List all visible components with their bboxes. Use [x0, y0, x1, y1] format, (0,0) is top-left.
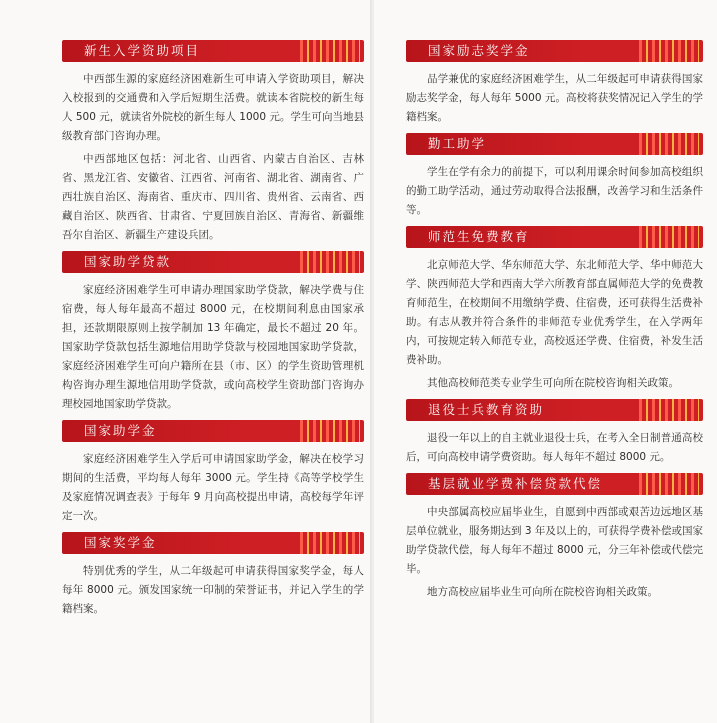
section-veteran-education-aid: [406, 399, 703, 467]
stripe-decoration: [639, 399, 699, 421]
section-header-band: [62, 40, 364, 62]
section-header-band: [62, 420, 364, 442]
section-title: 国家助学贷款: [84, 254, 172, 269]
section-title: 退役士兵教育资助: [428, 402, 545, 417]
section-title: 国家助学金: [84, 423, 157, 438]
section-paragraph: 北京师范大学、华东师范大学、东北师范大学、华中师范大学、陕西师范大学和西南大学六所教育部直属师范大学的免费教育师范生，在校期间不用缴纳学费、住宿费，还可获得生活费补助。有志从教并符合条件的非师范专业优秀学生，在入学两年内，可按规定转入师范专业，高校返还学费、住宿费，补发生活费补助。: [406, 259, 703, 366]
stripe-decoration: [639, 226, 699, 248]
section-paragraph: 家庭经济困难学生入学后可申请国家助学金，解决在校学习期间的生活费，平均每人每年 3000 元。学生持《高等学校学生及家庭情况调查表》于每年 9 月向高校提出申请，高校每学年评定一次。: [62, 453, 364, 522]
section-header-band: [62, 251, 364, 273]
stripe-decoration: [639, 473, 699, 495]
section-paragraph: 品学兼优的家庭经济困难学生，从二年级起可申请获得国家励志奖学金，每人每年 5000 元。高校将获奖情况记入学生的学籍档案。: [406, 73, 703, 123]
section-grassroots-tuition-compensation: [406, 473, 703, 602]
section-paragraph: 家庭经济困难学生可申请办理国家助学贷款，解决学费与住宿费，每人每年最高不超过 8000 元，在校期间利息由国家承担，还款期限原则上按学制加 13 年确定，最长不超过 20 年。国家助学贷款包括生源地信用助学贷款与校园地国家助学贷款，家庭经济困难学生可向户籍所在县（市、区）的学生资助管理机构咨询办理生源地信用助学贷款，或向高校学生资助部门咨询办理校园地国家助学贷款。: [62, 284, 364, 410]
stripe-decoration: [300, 420, 360, 442]
section-paragraph: 地方高校应届毕业生可向所在院校咨询相关政策。: [427, 586, 658, 598]
section-paragraph: 中央部属高校应届毕业生，自愿到中西部或艰苦边远地区基层单位就业，服务期达到 3 年及以上的，可获得学费补偿或国家助学贷款代偿，每人每年不超过 8000 元，分三年补偿或代偿完毕。: [406, 506, 703, 575]
section-work-study: [406, 133, 703, 220]
section-title: 师范生免费教育: [428, 229, 530, 244]
section-paragraph: 退役一年以上的自主就业退役士兵，在考入全日制普通高校后，可向高校申请学费资助。每人每年不超过 8000 元。: [406, 432, 703, 463]
section-free-teacher-education: [406, 226, 703, 393]
section-title: 勤工助学: [428, 136, 487, 151]
stripe-decoration: [300, 532, 360, 554]
section-new-student-aid: [62, 40, 364, 245]
section-national-grant: [62, 420, 364, 526]
right-page: [374, 0, 717, 723]
section-title: 基层就业学费补偿贷款代偿: [428, 476, 603, 491]
section-header-band: [406, 133, 703, 155]
section-title: 国家奖学金: [84, 535, 157, 550]
section-paragraph: 中西部地区包括：河北省、山西省、内蒙古自治区、吉林省、黑龙江省、安徽省、江西省、河南省、湖北省、湖南省、广西壮族自治区、海南省、重庆市、四川省、贵州省、云南省、西藏自治区、陕西省、甘肃省、宁夏回族自治区、青海省、新疆维吾尔自治区、新疆生产建设兵团。: [62, 153, 364, 241]
section-header-band: [62, 532, 364, 554]
section-header-band: [406, 40, 703, 62]
section-header-band: [406, 226, 703, 248]
section-paragraph: 学生在学有余力的前提下，可以利用课余时间参加高校组织的勤工助学活动，通过劳动取得合法报酬，改善学习和生活条件等。: [406, 166, 703, 216]
section-title: 国家励志奖学金: [428, 43, 530, 58]
section-encouragement-scholarship: [406, 40, 703, 127]
section-paragraph: 其他高校师范类专业学生可向所在院校咨询相关政策。: [427, 377, 679, 389]
stripe-decoration: [639, 133, 699, 155]
stripe-decoration: [639, 40, 699, 62]
stripe-decoration: [300, 251, 360, 273]
stripe-decoration: [300, 40, 360, 62]
section-header-band: [406, 399, 703, 421]
section-title: 新生入学资助项目: [84, 43, 201, 58]
section-paragraph: 特别优秀的学生，从二年级起可申请获得国家奖学金，每人每年 8000 元。颁发国家统一印制的荣誉证书，并记入学生的学籍档案。: [62, 565, 364, 615]
section-header-band: [406, 473, 703, 495]
section-national-student-loan: [62, 251, 364, 414]
section-paragraph: 中西部生源的家庭经济困难新生可申请入学资助项目，解决入校报到的交通费和入学后短期生活费。就读本省院校的新生每人 500 元，就读省外院校的新生每人 1000 元。学生可向当地县级教育部门咨询办理。: [62, 73, 364, 142]
section-national-scholarship: [62, 532, 364, 619]
